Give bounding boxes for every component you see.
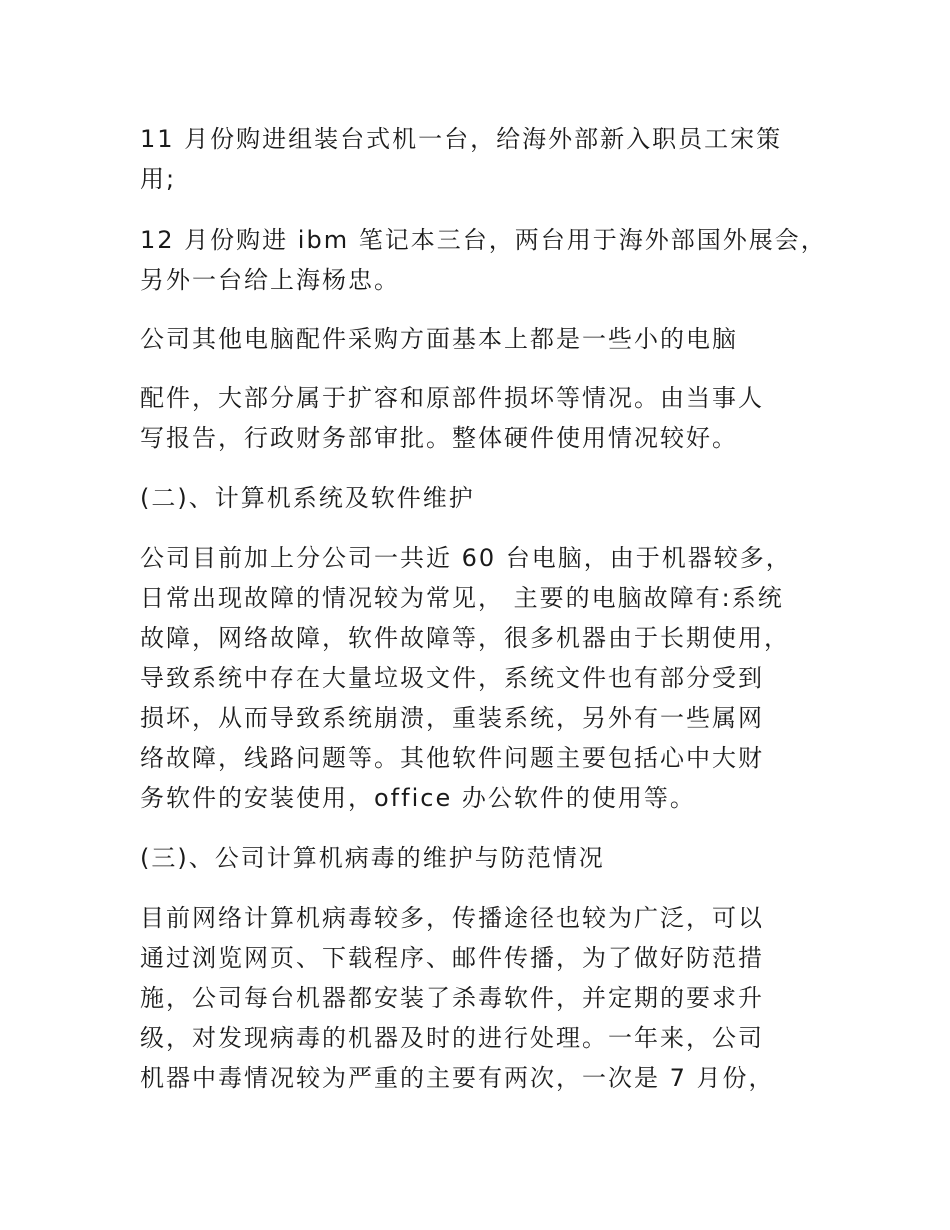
text-line: 12 月份购进 ibm 笔记本三台，两台用于海外部国外展会， [140,226,827,254]
text-line: 日常出现故障的情况较为常见， 主要的电脑故障有:系统 [140,584,784,612]
text-line: 目前网络计算机病毒较多，传播途径也较为广泛，可以 [140,904,764,932]
text-line: 故障，网络故障，软件故障等，很多机器由于长期使用， [140,624,790,652]
text-line: 务软件的安装使用，office 办公软件的使用等。 [140,784,696,812]
text-line: 络故障，线路问题等。其他软件问题主要包括心中大财 [140,744,764,772]
text-line: 级，对发现病毒的机器及时的进行处理。一年来，公司 [140,1024,764,1052]
section-title: (二)、计算机系统及软件维护 [140,484,475,512]
text-line: 用; [140,165,177,193]
text-line: 写报告，行政财务部审批。整体硬件使用情况较好。 [140,424,738,452]
text-line: 导致系统中存在大量垃圾文件，系统文件也有部分受到 [140,664,764,692]
text-line: 施，公司每台机器都安装了杀毒软件，并定期的要求升 [140,984,764,1012]
text-line: 配件，大部分属于扩容和原部件损坏等情况。由当事人 [140,384,764,412]
text-line: 通过浏览网页、下载程序、邮件传播，为了做好防范措 [140,944,764,972]
text-line: 另外一台给上海杨忠。 [140,266,400,294]
text-line: 11 月份购进组装台式机一台，给海外部新入职员工宋策 [140,125,783,153]
text-line: 机器中毒情况较为严重的主要有两次，一次是 7 月份， [140,1064,775,1092]
text-line: 损坏，从而导致系统崩溃，重装系统，另外有一些属网 [140,704,764,732]
text-line: 公司其他电脑配件采购方面基本上都是一些小的电脑 [140,325,738,353]
section-title: (三)、公司计算机病毒的维护与防范情况 [140,844,605,872]
text-line: 公司目前加上分公司一共近 60 台电脑，由于机器较多， [140,544,792,572]
